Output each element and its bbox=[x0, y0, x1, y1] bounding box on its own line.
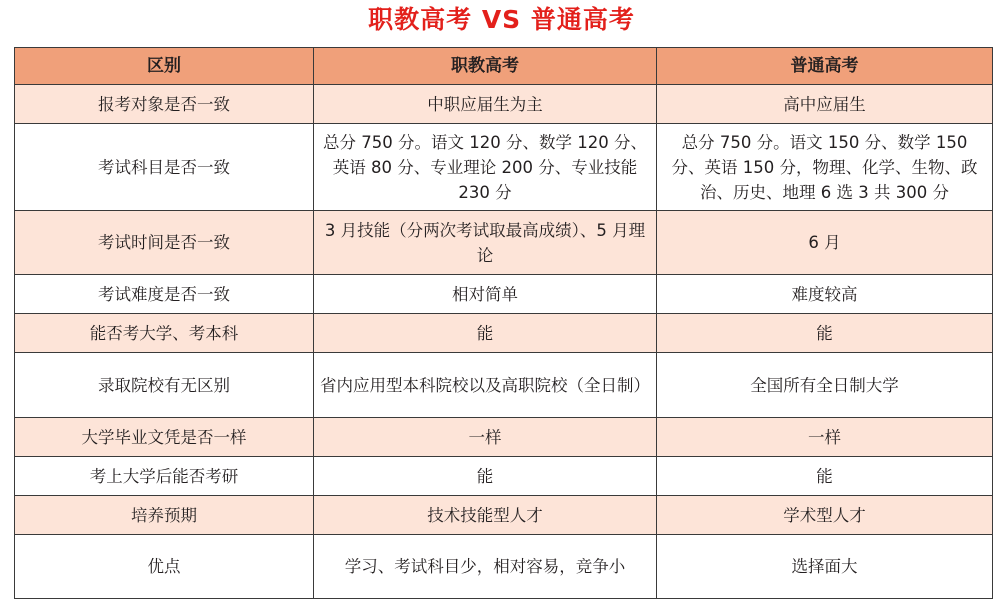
table-row bbox=[15, 535, 993, 599]
table-row bbox=[15, 353, 993, 418]
vocational-cell: 能 bbox=[314, 314, 657, 353]
general-cell: 能 bbox=[657, 314, 993, 353]
criterion-cell: 报考对象是否一致 bbox=[15, 85, 314, 124]
table-row bbox=[15, 496, 993, 535]
criterion-cell: 大学毕业文凭是否一样 bbox=[15, 418, 314, 457]
general-cell: 选择面大 bbox=[657, 535, 993, 599]
vocational-cell: 3 月技能（分两次考试取最高成绩）、5 月理论 bbox=[314, 211, 657, 275]
table-row bbox=[15, 124, 993, 211]
general-cell: 学术型人才 bbox=[657, 496, 993, 535]
vocational-cell: 省内应用型本科院校以及高职院校（全日制） bbox=[314, 353, 657, 418]
criterion-cell: 培养预期 bbox=[15, 496, 314, 535]
vocational-cell: 一样 bbox=[314, 418, 657, 457]
table-row bbox=[15, 211, 993, 275]
criterion-cell: 能否考大学、考本科 bbox=[15, 314, 314, 353]
criterion-cell: 考试时间是否一致 bbox=[15, 211, 314, 275]
criterion-cell: 录取院校有无区别 bbox=[15, 353, 314, 418]
general-cell: 高中应届生 bbox=[657, 85, 993, 124]
general-cell: 能 bbox=[657, 457, 993, 496]
page-title: 职教高考 VS 普通高考 bbox=[368, 5, 635, 34]
vocational-cell: 相对简单 bbox=[314, 275, 657, 314]
table-row bbox=[15, 418, 993, 457]
general-cell: 难度较高 bbox=[657, 275, 993, 314]
table-row bbox=[15, 275, 993, 314]
column-header-criterion: 区别 bbox=[15, 48, 314, 85]
table-row bbox=[15, 85, 993, 124]
vocational-cell: 学习、考试科目少，相对容易，竞争小 bbox=[314, 535, 657, 599]
vocational-cell: 能 bbox=[314, 457, 657, 496]
table-header-row bbox=[15, 48, 993, 85]
table-row bbox=[15, 314, 993, 353]
general-cell: 6 月 bbox=[657, 211, 993, 275]
general-cell: 一样 bbox=[657, 418, 993, 457]
general-cell: 总分 750 分。语文 150 分、数学 150 分、英语 150 分，物理、化学、生物、政治、历史、地理 6 选 3 共 300 分 bbox=[657, 124, 993, 211]
criterion-cell: 考试科目是否一致 bbox=[15, 124, 314, 211]
column-header-general-exam: 普通高考 bbox=[657, 48, 993, 85]
criterion-cell: 优点 bbox=[15, 535, 314, 599]
column-header-vocational-exam: 职教高考 bbox=[314, 48, 657, 85]
comparison-table bbox=[14, 47, 993, 599]
criterion-cell: 考上大学后能否考研 bbox=[15, 457, 314, 496]
general-cell: 全国所有全日制大学 bbox=[657, 353, 993, 418]
vocational-cell: 中职应届生为主 bbox=[314, 85, 657, 124]
vocational-cell: 技术技能型人才 bbox=[314, 496, 657, 535]
table-row bbox=[15, 457, 993, 496]
criterion-cell: 考试难度是否一致 bbox=[15, 275, 314, 314]
vocational-cell: 总分 750 分。语文 120 分、数学 120 分、英语 80 分、专业理论 200 分、专业技能 230 分 bbox=[314, 124, 657, 211]
